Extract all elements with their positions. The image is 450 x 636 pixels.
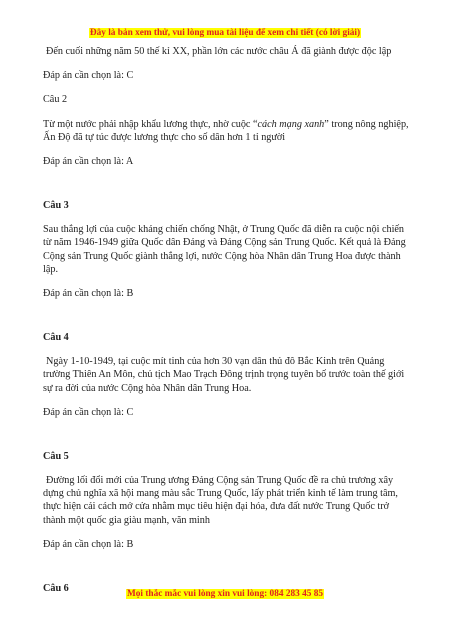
answer-explanation-1: Đến cuối những năm 50 thế kỉ XX, phần lớn các nước châu Á đã giành được độc lập bbox=[46, 46, 392, 57]
question-label-3: Câu 3 bbox=[43, 200, 69, 212]
answer-explanation-5: Đường lối đổi mới của Trung ương Đảng Cộng sản Trung Quốc đề ra chủ trương xây dựng chủ nghĩa xã hội mang màu sắc Trung Quốc, lấy phát triển kinh tế làm trung tâm, thực hiện cải cách mở cửa nhằm mục tiêu hiện đại hóa, đưa đất nước Trung Quốc trở thành một quốc gia giàu mạnh, văn minh bbox=[43, 475, 398, 526]
explanation-2-italic: cách mạng xanh bbox=[257, 118, 325, 130]
answer-line-1: Đáp án cần chọn là: C bbox=[43, 70, 134, 82]
question-label-5: Câu 5 bbox=[43, 451, 69, 463]
preview-notice-text: Đây là bản xem thử, vui lòng mua tài liệu để xem chi tiết (có lời giải) bbox=[89, 28, 361, 38]
question-label-2: Câu 2 bbox=[43, 94, 68, 106]
contact-banner bbox=[0, 590, 450, 599]
answer-explanation-4: Ngày 1-10-1949, tại cuộc mít tinh của hơn 30 vạn dân thủ đô Bắc Kinh trên Quảng trường Thiên An Môn, chủ tịch Mao Trạch Đông trịnh trọng tuyên bố trước toàn thế giới sự ra đời của nước Cộng hòa Nhân dân Trung Hoa. bbox=[43, 356, 405, 394]
question-label-6: Câu 6 bbox=[43, 583, 69, 595]
question-label-4: Câu 4 bbox=[43, 332, 69, 344]
contact-text: Mọi thắc mắc vui lòng xin vui lòng: 084 283 45 85 bbox=[126, 589, 324, 599]
answer-explanation-2 bbox=[43, 118, 411, 144]
answer-explanation-3: Sau thắng lợi của cuộc kháng chiến chống Nhật, ở Trung Quốc đã diễn ra cuộc nội chiến từ năm 1946-1949 giữa Quốc dân Đảng và Đảng Cộng sản Trung Quốc. Kết quả là Đảng Cộng sản Trung Quốc giành thắng lợi, nước Cộng hòa Nhân dân Trung Hoa được thành lập. bbox=[43, 224, 406, 275]
answer-line-3: Đáp án cần chọn là: B bbox=[43, 288, 134, 300]
preview-notice-banner bbox=[0, 29, 450, 38]
document-body bbox=[43, 45, 411, 595]
answer-line-4: Đáp án cần chọn là: C bbox=[43, 406, 134, 418]
answer-line-5: Đáp án cần chọn là: B bbox=[43, 538, 134, 550]
explanation-2-part-1: Từ một nước phải nhập khẩu lương thực, nhờ cuộc “ bbox=[43, 118, 258, 130]
answer-line-2: Đáp án cần chọn là: A bbox=[43, 156, 134, 168]
explanation-2-part-2: ” trong nông nghiệp, Ấn Độ đã tự túc được lương thực cho số dân hơn 1 tỉ người bbox=[43, 118, 409, 143]
